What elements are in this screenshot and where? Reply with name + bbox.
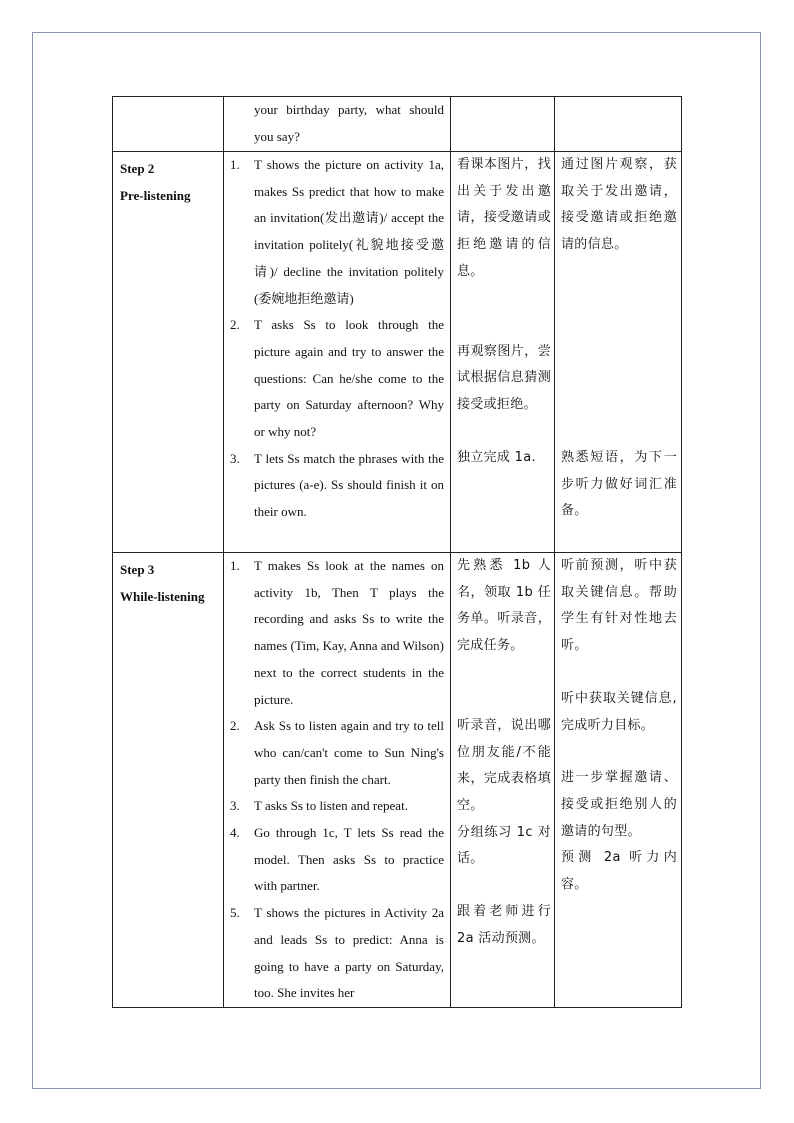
procedure-number: 5. bbox=[230, 905, 240, 921]
student-activity-cell bbox=[451, 152, 555, 553]
procedure-number: 3. bbox=[230, 450, 240, 466]
procedure-number: 2. bbox=[230, 317, 240, 333]
procedure-item bbox=[230, 900, 444, 1007]
procedure-text: T shows the picture on activity 1a, makes Ss predict that how to make an invitation(发出邀请)/ accept the invitation politely(礼貌地接受邀请)/ decline the invitation politely (委婉地拒绝邀请) bbox=[254, 157, 444, 306]
procedure-text: T lets Ss match the phrases with the pictures (a-e). Ss should finish it on their own. bbox=[254, 450, 444, 520]
purpose-text: 熟悉短语，为下一步听力做好词汇准备。 bbox=[561, 449, 677, 519]
student-activity-text: 独立完成 1a. bbox=[457, 449, 536, 465]
table-row bbox=[113, 97, 682, 152]
procedure-text: Ask Ss to listen again and try to tell who can/can't come to Sun Ning's party then finish the chart. bbox=[254, 718, 444, 787]
procedure-number: 1. bbox=[230, 157, 240, 172]
procedure-cell bbox=[224, 97, 451, 152]
purpose-text: 进一步掌握邀请、接受或拒绝别人的邀请的句型。 bbox=[561, 770, 677, 839]
step-name: Pre-listening bbox=[120, 187, 191, 203]
step-cell bbox=[113, 97, 224, 152]
procedure-item bbox=[230, 793, 444, 820]
procedure-text: Go through 1c, T lets Ss read the model. Then asks Ss to practice with partner. bbox=[254, 825, 444, 894]
student-activity-text: 分组练习 1c 对话。 bbox=[457, 824, 551, 867]
student-activity-text: 先熟悉 1b 人名，领取 1b 任务单。听录音，完成任务。 bbox=[457, 558, 551, 654]
procedure-text: T asks Ss to listen and repeat. bbox=[254, 798, 408, 814]
purpose-text: 听中获取关键信息,完成听力目标。 bbox=[561, 690, 677, 733]
procedure-number: 3. bbox=[230, 798, 240, 814]
step-cell bbox=[113, 553, 224, 1008]
student-activity-cell bbox=[451, 97, 555, 152]
purpose-cell bbox=[555, 152, 682, 553]
procedure-item bbox=[230, 713, 444, 793]
procedure-text: T shows the pictures in Activity 2a and leads Ss to predict: Anna is going to have a party on Saturday, too. She invites her bbox=[254, 905, 444, 1001]
procedure-cell bbox=[224, 553, 451, 1008]
procedure-number: 2. bbox=[230, 718, 240, 734]
purpose-text: 听前预测，听中获取关键信息。帮助学生有针对性地去听。 bbox=[561, 558, 677, 654]
step-label: Step 3 bbox=[120, 562, 155, 577]
procedure-text: T makes Ss look at the names on activity 1b, Then T plays the recording and asks Ss to write the names (Tim, Kay, Anna and Wilson) next to the correct students in the picture. bbox=[254, 558, 444, 707]
procedure-item bbox=[230, 820, 444, 900]
student-activity-cell bbox=[451, 553, 555, 1008]
purpose-cell bbox=[555, 97, 682, 152]
table-row bbox=[113, 553, 682, 1008]
procedure-number: 4. bbox=[230, 825, 240, 841]
table-row bbox=[113, 152, 682, 553]
procedure-cell bbox=[224, 152, 451, 553]
lesson-plan-table bbox=[112, 96, 682, 1008]
procedure-text: T asks Ss to look through the picture again and try to answer the questions: Can he/she come to the party on Saturday afternoon? Why or why not? bbox=[254, 317, 444, 440]
procedure-number: 1. bbox=[230, 558, 240, 573]
student-activity-text: 再观察图片，尝试根据信息猜测接受或拒绝。 bbox=[457, 343, 551, 412]
procedure-text: your birthday party, what should you say? bbox=[254, 102, 444, 144]
step-name: While-listening bbox=[120, 588, 205, 604]
purpose-text: 通过图片观察，获取关于发出邀请，接受邀请或拒绝邀请的信息。 bbox=[561, 157, 677, 253]
step-label: Step 2 bbox=[120, 161, 155, 176]
procedure-item bbox=[230, 312, 444, 446]
procedure-item bbox=[230, 446, 444, 526]
purpose-text: 预测 2a 听力内容。 bbox=[561, 850, 677, 893]
step-cell bbox=[113, 152, 224, 553]
student-activity-text: 看课本图片，找出关于发出邀请，接受邀请或拒绝邀请的信息。 bbox=[457, 157, 551, 279]
procedure-item bbox=[230, 152, 444, 312]
student-activity-text: 跟着老师进行 2a 活动预测。 bbox=[457, 904, 551, 946]
procedure-item bbox=[230, 553, 444, 713]
purpose-cell bbox=[555, 553, 682, 1008]
student-activity-text: 听录音，说出哪位朋友能/不能来，完成表格填空。 bbox=[457, 717, 551, 813]
